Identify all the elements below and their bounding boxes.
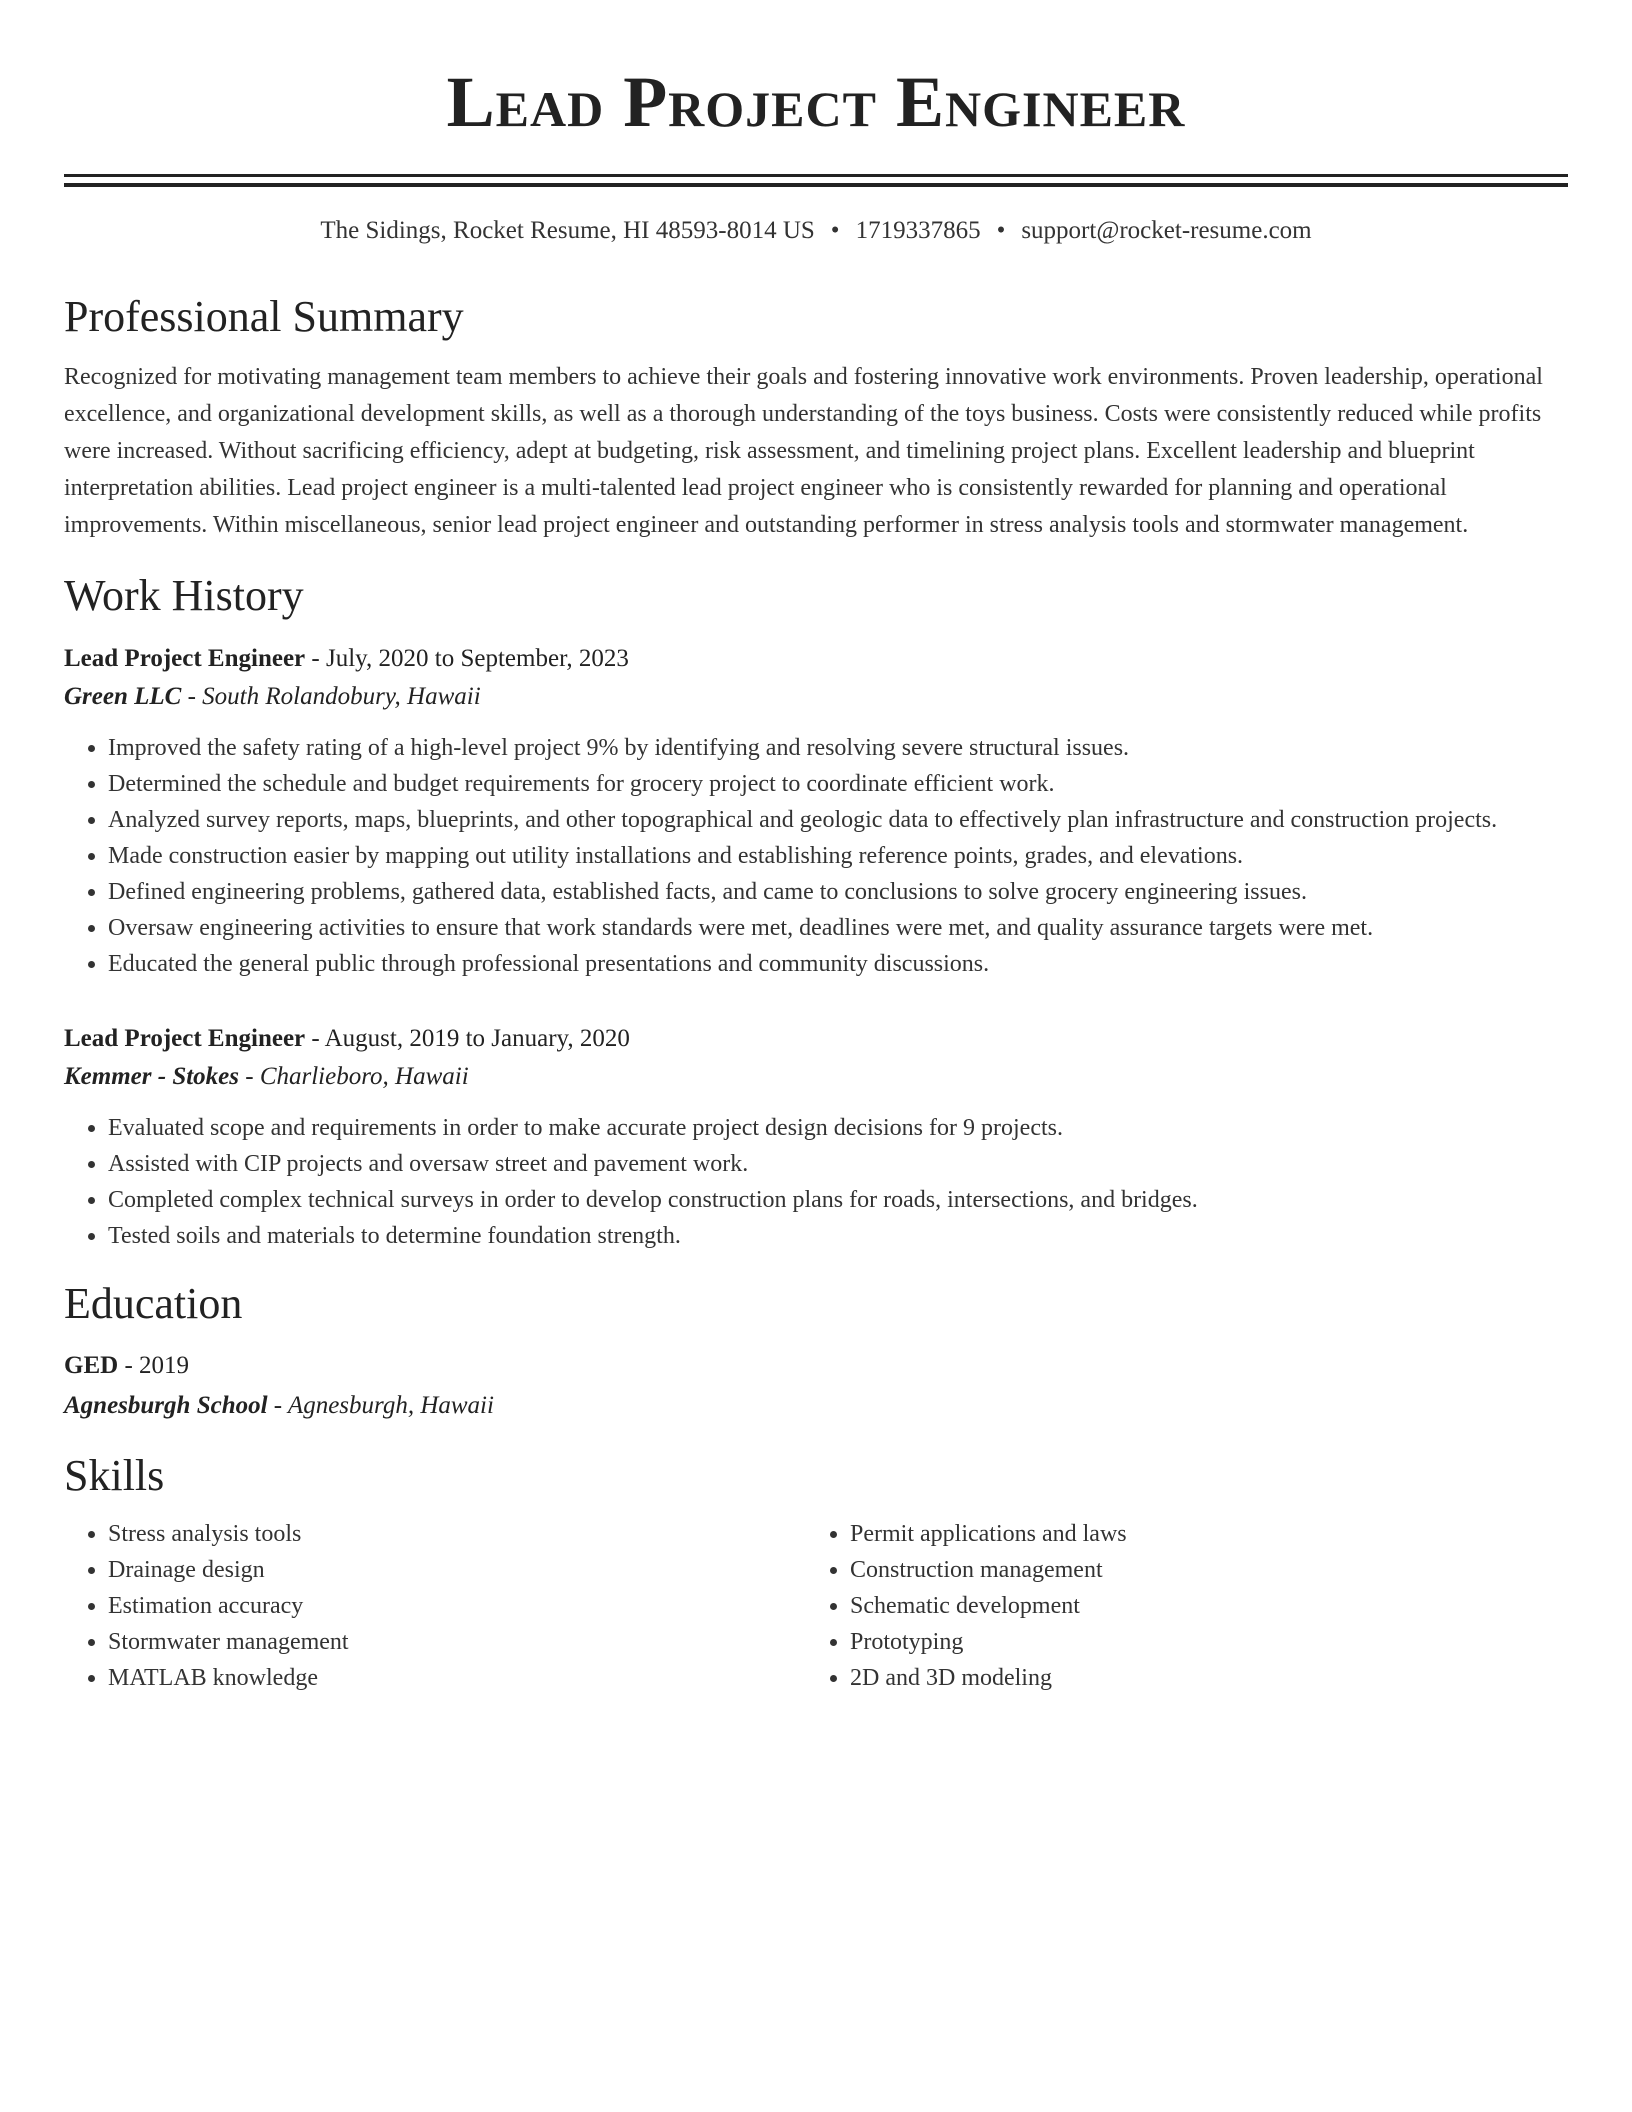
resume-page: [64, 0, 1568, 1696]
skills-column-right: [806, 1516, 1548, 1696]
skill-item: • Prototyping: [850, 1624, 1548, 1660]
summary-heading: Professional Summary: [64, 292, 464, 341]
job-bullet: • Educated the general public through professional presentations and community discussions.: [108, 946, 1568, 982]
divider-line: [64, 183, 1568, 187]
job-bullets: [64, 730, 1568, 982]
job-bullet: • Defined engineering problems, gathered data, established facts, and came to conclusions to solve grocery engineering issues.: [108, 874, 1568, 910]
education-degree: GED: [64, 1352, 119, 1379]
job-bullet: • Assisted with CIP projects and oversaw street and pavement work.: [108, 1146, 1568, 1182]
contact-phone: 1719337865: [855, 217, 981, 244]
job-title: Lead Project Engineer: [64, 645, 306, 672]
resume-title: Lead Project Engineer: [446, 62, 1186, 142]
skills-heading: Skills: [64, 1451, 165, 1500]
job-entry: [64, 1020, 1568, 1254]
contact-email: support@rocket-resume.com: [1021, 217, 1312, 244]
job-bullets: [64, 1110, 1568, 1254]
contact-separator: •: [996, 217, 1006, 244]
education-heading: Education: [64, 1279, 243, 1328]
job-company-line: [64, 678, 1568, 716]
job-bullet: • Completed complex technical surveys in order to develop construction plans for roads, intersections, and bridges.: [108, 1182, 1568, 1218]
job-company-line: [64, 1058, 1568, 1096]
education-school: Agnesburgh School: [64, 1392, 268, 1419]
work-history-heading: Work History: [64, 571, 304, 620]
skill-item: • Stormwater management: [108, 1624, 806, 1660]
job-bullet: • Determined the schedule and budget requirements for grocery project to coordinate efficient work.: [108, 766, 1568, 802]
job-entry: [64, 640, 1568, 982]
job-bullet: • Improved the safety rating of a high-level project 9% by identifying and resolving severe structural issues.: [108, 730, 1568, 766]
education-school-line: [64, 1386, 1568, 1426]
skill-item: • 2D and 3D modeling: [850, 1660, 1548, 1696]
job-location: - Charlieboro, Hawaii: [239, 1063, 469, 1090]
summary-text: Recognized for motivating management team members to achieve their goals and fostering innovative work environments. Proven leadership, operational excellence, and organizational development skills, as well as a thorough understanding of the toys business. Costs were consistently reduced while profits were increased. Without sacrificing efficiency, adept at budgeting, risk assessment, and timelining project plans. Excellent leadership and blueprint interpretation abilities. Lead project engineer is a multi-talented lead project engineer who is consistently rewarded for planning and operational improvements. Within miscellaneous, senior lead project engineer and outstanding performer in stress analysis tools and stormwater management.: [64, 364, 1543, 538]
job-dates: - July, 2020 to September, 2023: [305, 645, 629, 672]
job-bullet: • Tested soils and materials to determine foundation strength.: [108, 1218, 1568, 1254]
job-title-line: [64, 640, 1568, 678]
skill-item: • Drainage design: [108, 1552, 806, 1588]
skill-item: • Estimation accuracy: [108, 1588, 806, 1624]
job-title-line: [64, 1020, 1568, 1058]
job-company: Kemmer - Stokes: [64, 1063, 239, 1090]
job-bullet: • Oversaw engineering activities to ensure that work standards were met, deadlines were met, and quality assurance targets were met.: [108, 910, 1568, 946]
skill-item: • Construction management: [850, 1552, 1548, 1588]
education-location: - Agnesburgh, Hawaii: [267, 1392, 494, 1419]
skills-column-left: [64, 1516, 806, 1696]
education-year: - 2019: [118, 1352, 190, 1379]
education-degree-line: [64, 1346, 1568, 1386]
contact-address: The Sidings, Rocket Resume, HI 48593-8014 US: [320, 217, 815, 244]
job-bullet: • Evaluated scope and requirements in order to make accurate project design decisions for 9 projects.: [108, 1110, 1568, 1146]
job-dates: - August, 2019 to January, 2020: [305, 1025, 630, 1052]
job-location: - South Rolandobury, Hawaii: [181, 683, 481, 710]
education-entry: [64, 1346, 1568, 1426]
skill-item: • Permit applications and laws: [850, 1516, 1548, 1552]
title-divider: [64, 174, 1568, 187]
skills-grid: [64, 1516, 1568, 1696]
contact-line: [64, 215, 1568, 247]
contact-separator: •: [830, 217, 840, 244]
job-bullet: • Made construction easier by mapping out utility installations and establishing reference points, grades, and elevations.: [108, 838, 1568, 874]
job-company: Green LLC: [64, 683, 182, 710]
skill-item: • Schematic development: [850, 1588, 1548, 1624]
job-title: Lead Project Engineer: [64, 1025, 306, 1052]
skill-item: • MATLAB knowledge: [108, 1660, 806, 1696]
divider-line: [64, 174, 1568, 177]
skill-item: • Stress analysis tools: [108, 1516, 806, 1552]
job-bullet: • Analyzed survey reports, maps, blueprints, and other topographical and geologic data to effectively plan infrastructure and construction projects.: [108, 802, 1568, 838]
